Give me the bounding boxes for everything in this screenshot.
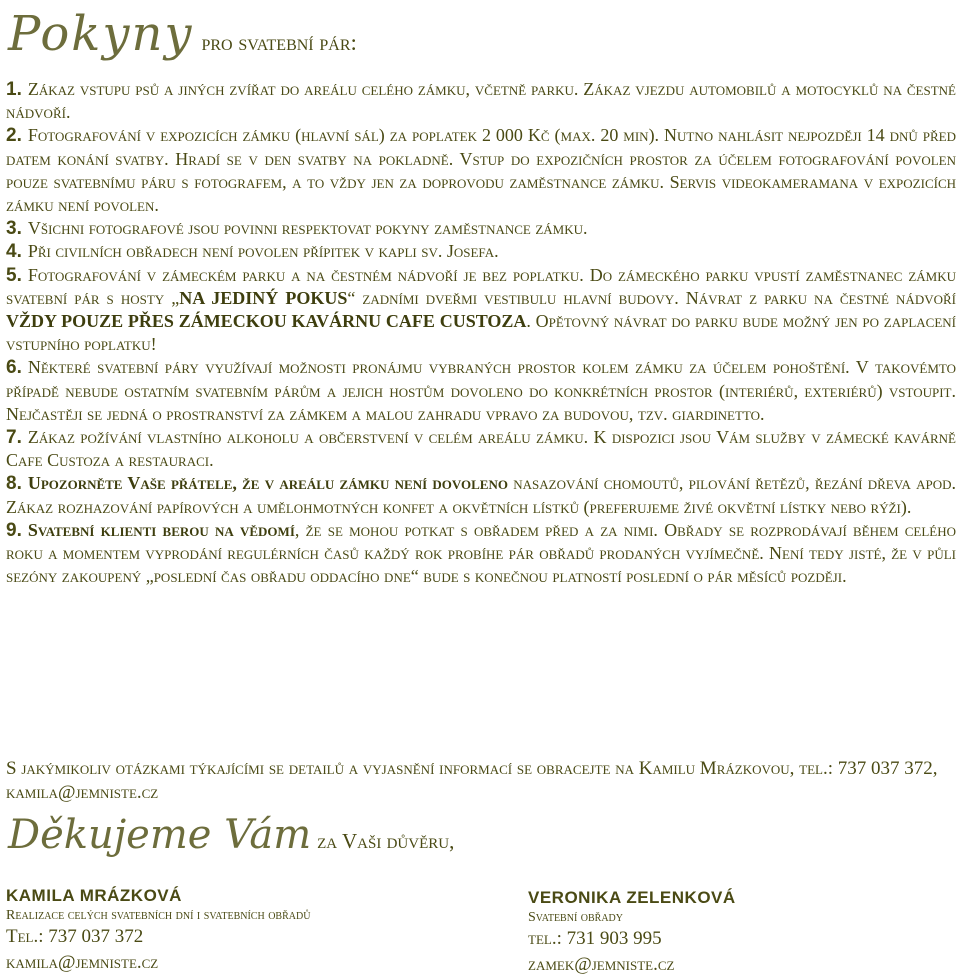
document-header (8, 6, 357, 66)
rule-emphasis: VŽDY POUZE PŘES ZÁMECKOU KAVÁRNU CAFE CUSTOZA (6, 311, 527, 332)
rule-emphasis: Svatební klienti berou na vědomí (27, 519, 295, 540)
rule-text: nasazování chomoutů, pilování řetězů, řezání dřeva apod. Zákaz rozhazování papírových a umělohmotných konfet a okvětních lístků (preferujeme živé okvětní lístky nebo rýži). (6, 473, 957, 517)
rule-number: 2. (6, 125, 22, 147)
rule-text: “ zadními dveřmi vestibulu hlavní budovy. Návrat z parku na čestné nádvoří (347, 287, 956, 308)
header-subtitle: pro svatební pár: (201, 30, 357, 55)
rule-item (6, 78, 956, 124)
rule-text: . Opětovný návrat do parku bude možný jen po zaplacení vstupního poplatku! (6, 311, 956, 355)
rules-list (6, 78, 956, 588)
rule-text: Fotografování v zámeckém parku a na čestném nádvoří je bez poplatku. Do zámeckého parku vpustí zaměstnanec zámku svatební pár s hosty „ (6, 264, 956, 308)
rule-emphasis: NA JEDINÝ POKUS (179, 287, 348, 308)
script-title: Pokyny (8, 6, 194, 62)
rule-number: 7. (6, 427, 22, 449)
signature-name: KAMILA MRÁZKOVÁ (6, 886, 182, 905)
rule-item (6, 240, 956, 263)
rule-text: Některé svatební páry využívají možnosti pronájmu vybraných prostor kolem zámku za účelem pohoštění. V takovémto případě nebude ostatním svatebním párům a jejich hostům dovoleno do konkrétních prostor (interiérů, exteriérů) vstoupit. Nejčastěji se jedná o prostranství za zámkem a malou zahradu vpravo za budovou, tzv. giardinetto. (6, 357, 956, 424)
rule-text: , že se mohou potkat s obřadem před a za nimi. Obřady se rozprodávají během celého roku a momentem vyprodání regulérních časů každý rok probíhe pár obřadů prodaných vyjímečně. Není tedy jisté, že v půli sezóny zakoupený „poslední čas obřadu oddacího dne“ bude s konečnou platností poslední o pár měsíců později. (6, 519, 956, 587)
rule-item (6, 124, 956, 217)
rule-emphasis: Upozorněte Vaše přátele, že v areálu zámku není dovoleno (27, 473, 508, 494)
rule-text: Všichni fotografové jsou povinni respektovat pokyny zaměstnance zámku. (27, 218, 588, 239)
signature-role: Realizace celých svatebních dní i svatebních obřadů (6, 908, 311, 923)
signature-email: kamila@jemniste.cz (6, 952, 159, 973)
rule-text: Zákaz vstupu psů a jiných zvířat do areálu celého zámku, včetně parku. Zákaz vjezdu automobilů a motocyklů na čestné nádvoří. (6, 79, 956, 123)
thanks-rest: za Vaši důvěru, (317, 829, 455, 853)
rule-number: 3. (6, 218, 22, 240)
thanks-script: Děkujeme Vám (8, 812, 312, 858)
signature-phone: tel.: 731 903 995 (528, 928, 662, 949)
rule-item (6, 217, 956, 240)
rule-item (6, 426, 956, 472)
signature-email: zamek@jemniste.cz (528, 954, 675, 975)
signature-role: Svatební obřady (528, 910, 623, 925)
rule-text: Při civilních obřadech není povolen přípitek v kapli sv. Josefa. (27, 241, 499, 262)
rule-text: Zákaz požívání vlastního alkoholu a občerstvení v celém areálu zámku. K dispozici jsou Vám služby v zámecké kavárně Cafe Custoza a restauraci. (6, 427, 956, 471)
rule-number: 1. (6, 79, 22, 100)
rule-number: 8. (6, 473, 22, 495)
rule-text: Fotografování v expozicích zámku (hlavní sál) za poplatek 2 000 Kč (max. 20 min). Nutno nahlásit nejpozději 14 dnů před datem konání svatby. Hradí se v den svatby na pokladně. Vstup do expozičních prostor za účelem fotografování povolen pouze svatebnímu páru s fotografem, a to vždy jen za doprovodu zaměstnance zámku. Servis videokameramana v expozicích zámku není povolen. (6, 125, 956, 216)
contact-note: S jakýmikoliv otázkami týkajícími se detailů a vyjasnění informací se obracejte na Kamilu Mrázkovou, tel.: 737 037 372, kamila@jemniste.cz (6, 758, 938, 803)
signature-name: VERONIKA ZELENKOVÁ (528, 888, 736, 907)
rule-number: 5. (6, 264, 22, 286)
rule-item (6, 264, 956, 357)
rule-number: 4. (6, 241, 22, 263)
signature-kamila (6, 884, 310, 976)
rule-item (6, 472, 956, 518)
rule-item (6, 519, 956, 589)
signature-phone: Tel.: 737 037 372 (6, 926, 144, 947)
rule-number: 9. (6, 519, 22, 541)
signature-veronika (528, 886, 736, 978)
rule-number: 6. (6, 357, 22, 379)
rule-item (6, 356, 956, 426)
thanks-line (8, 812, 454, 858)
